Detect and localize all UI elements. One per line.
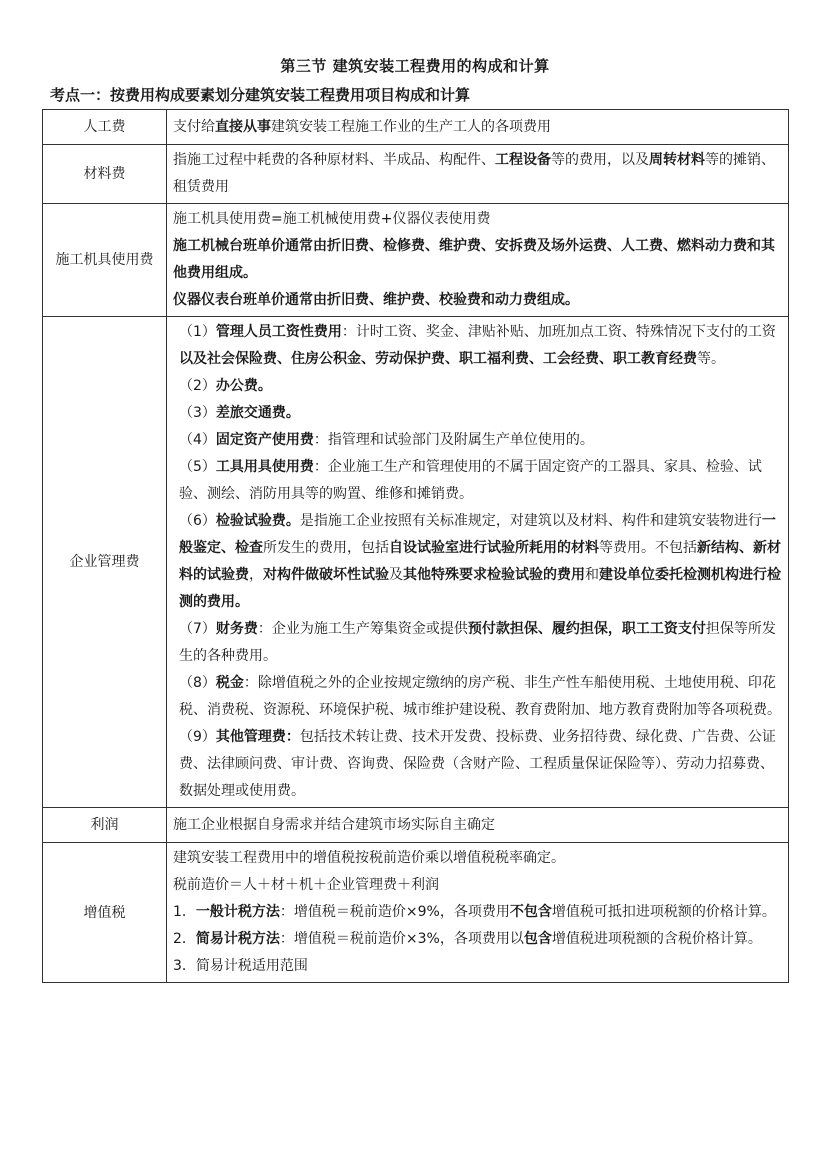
list-item	[173, 724, 782, 805]
text: ，	[249, 567, 263, 583]
table-row-management	[43, 317, 789, 808]
bold-text: 建设单位委托检测机构进行检测的费用。	[179, 567, 781, 610]
table-row-profit	[43, 808, 789, 843]
item-number: （6）	[179, 513, 216, 529]
list-item	[173, 427, 782, 454]
bold-text: 一般鉴定、检查	[179, 513, 776, 556]
table-row-machine	[43, 204, 789, 317]
bold-text: 以及社会保险费、住房公积金、劳动保护费、职工福利费、工会经费、职工教育经费	[179, 351, 697, 367]
bold-text: 对构件做破坏性试验	[263, 567, 389, 583]
text: 和	[585, 567, 599, 583]
fee-composition-table	[42, 109, 789, 983]
item-number: （2）	[179, 378, 216, 394]
bold-text: 工程设备	[495, 152, 551, 168]
text: ：计时工资、奖金、津贴补贴、加班加点工资、特殊情况下支付的工资	[341, 324, 776, 340]
bold-text: 税金	[215, 675, 244, 691]
text: ：指管理和试验部门及附属生产单位使用的。	[313, 432, 594, 448]
item-number: （3）	[179, 405, 216, 421]
bold-text: 办公费。	[215, 378, 272, 394]
text: 增值税可抵扣进项税额的价格计算。	[551, 904, 776, 920]
text: ：除增值税之外的企业按规定缴纳的房产税、非生产性车船使用税、土地使用税、印花税、消费税、资源税、环境保护税、城市维护建设税、教育费附加、地方教育费附加等各项税费。	[179, 675, 781, 718]
item-number: （1）	[179, 324, 216, 340]
text: 等费用。不包括	[599, 540, 697, 556]
item-number: （7）	[179, 621, 216, 637]
table-row-material	[43, 145, 789, 204]
list-item	[173, 926, 782, 953]
text: 等的费用，以及	[551, 152, 649, 168]
bold-text: 财务费	[215, 621, 258, 637]
row-label-profit: 利润	[43, 808, 167, 843]
bold-text: 管理人员工资性费用	[215, 324, 342, 340]
row-content-machine	[167, 204, 789, 317]
text: ：增值税＝税前造价×3%，各项费用以	[279, 931, 524, 947]
item-number: 1．	[173, 904, 196, 920]
list-item	[173, 508, 782, 616]
list-item	[173, 454, 782, 508]
item-number: （8）	[179, 675, 216, 691]
bold-text: 差旅交通费。	[215, 405, 300, 421]
text: ：企业施工生产和管理使用的不属于固定资产的工器具、家具、检验、试验、测绘、消防用具等的购置、维修和摊销费。	[179, 459, 762, 502]
text: 及	[389, 567, 403, 583]
row-label-labor: 人工费	[43, 110, 167, 145]
item-number: （9）	[179, 729, 216, 745]
list-item	[173, 899, 782, 926]
row-label-vat: 增值税	[43, 843, 167, 983]
bold-line: 施工机械台班单价通常由折旧费、检修费、维护费、安拆费及场外运费、人工费、燃料动力费和其他费用组成。	[173, 238, 775, 281]
text: 建筑安装工程施工作业的生产工人的各项费用	[271, 118, 551, 135]
text: 等。	[697, 351, 725, 367]
table-row-labor	[43, 110, 789, 145]
bold-text: 检验试验费。	[215, 513, 300, 529]
page-title: 第三节 建筑安装工程费用的构成和计算	[280, 57, 550, 75]
text-line: 税前造价＝人＋材＋机＋企业管理费＋利润	[173, 877, 439, 893]
item-number: 2．	[173, 931, 196, 947]
bold-text: 预付款担保、履约担保，职工工资支付	[467, 621, 706, 637]
bold-text: 周转材料	[649, 152, 705, 168]
bold-text: 一般计税方法	[195, 904, 280, 920]
text: ：企业为施工生产筹集资金或提供	[257, 621, 468, 637]
table-row-vat	[43, 843, 789, 983]
section-title: 考点一：按费用构成要素划分建筑安装工程费用项目构成和计算	[50, 86, 471, 104]
list-item	[173, 670, 782, 724]
text-line: 3．简易计税适用范围	[173, 958, 308, 974]
list-item	[173, 319, 782, 373]
row-content-profit: 施工企业根据自身需求并结合建筑市场实际自主确定	[167, 808, 789, 843]
row-content-material	[167, 145, 789, 204]
row-label-machine: 施工机具使用费	[43, 204, 167, 317]
list-item	[173, 373, 782, 400]
text: 增值税进项税额的含税价格计算。	[551, 931, 762, 947]
text-line: 建筑安装工程费用中的增值税按税前造价乘以增值税税率确定。	[173, 850, 565, 866]
row-content-management	[167, 317, 789, 808]
bold-text: 工具用具使用费	[215, 459, 314, 475]
row-label-material: 材料费	[43, 145, 167, 204]
text: 包括技术转让费、技术开发费、投标费、业务招待费、绿化费、广告费、公证费、法律顾问费、审计费、咨询费、保险费（含财产险、工程质量保证保险等）、劳动力招募费、数据处理或使用费。	[179, 729, 776, 799]
text: 指施工过程中耗费的各种原材料、半成品、构配件、	[173, 152, 495, 168]
bold-text: 其他管理费：	[215, 729, 300, 745]
bold-text: 不包含	[509, 904, 552, 920]
bold-text: 固定资产使用费	[215, 432, 314, 448]
row-content-vat	[167, 843, 789, 983]
bold-text: 简易计税方法	[195, 931, 280, 947]
item-number: （4）	[179, 432, 216, 448]
bold-text: 新结构、新材料的试验费	[179, 540, 781, 583]
bold-text: 其他特殊要求检验试验的费用	[403, 567, 585, 583]
bold-text: 包含	[523, 931, 552, 947]
text: 担保等所发生的各种费用。	[179, 621, 776, 664]
text: 是指施工企业按照有关标准规定，对建筑以及材料、构件和建筑安装物进行	[299, 513, 762, 529]
text: 等的摊销、租赁费用	[173, 152, 775, 195]
text: 支付给	[173, 118, 215, 135]
text-line: 施工机具使用费=施工机械使用费+仪器仪表使用费	[173, 211, 491, 227]
row-content-labor	[167, 110, 789, 145]
list-item	[173, 616, 782, 670]
text: 所发生的费用，包括	[263, 540, 389, 556]
bold-line: 仪器仪表台班单价通常由折旧费、维护费、校验费和动力费组成。	[173, 292, 579, 308]
list-item	[173, 400, 782, 427]
bold-text: 直接从事	[215, 118, 271, 135]
bold-text: 自设试验室进行试验所耗用的材料	[389, 540, 599, 556]
item-number: （5）	[179, 459, 216, 475]
row-label-management: 企业管理费	[43, 317, 167, 808]
text: ：增值税＝税前造价×9%，各项费用	[279, 904, 510, 920]
